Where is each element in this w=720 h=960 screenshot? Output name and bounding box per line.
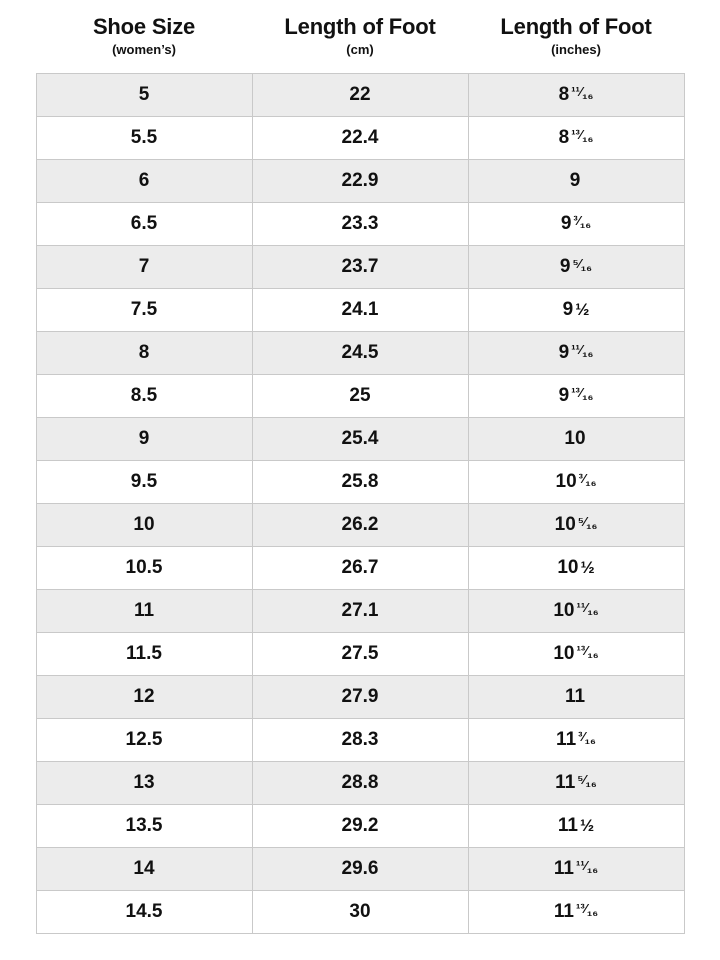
column-header-length-cm-subtitle: (cm) [346,42,374,58]
inches-whole: 9 [558,342,570,364]
cell-shoe-size: 6 [36,160,252,203]
column-header-length-cm-title: Length of Foot [284,14,436,39]
inches-whole: 11 [553,901,574,923]
cell-length-cm: 25 [252,375,468,418]
cell-length-cm: 22 [252,74,468,117]
table-row [36,633,684,676]
cell-length-cm: 30 [252,891,468,934]
inches-whole: 11 [564,686,586,708]
cell-length-cm: 29.2 [252,805,468,848]
cell-length-cm: 29.6 [252,848,468,891]
inches-fraction: ¹³⁄₁₆ [575,901,599,919]
inches-whole: 9 [559,256,571,278]
table-row [36,332,684,375]
inches-fraction: ³⁄₁₆ [578,729,596,747]
table-row [36,719,684,762]
column-header-length-inches-subtitle: (inches) [551,42,601,58]
cell-length-inches [468,375,684,418]
cell-shoe-size: 6.5 [36,203,252,246]
inches-fraction: ¹¹⁄₁₆ [576,600,599,618]
table-body [36,74,684,934]
column-header-length-cm [252,0,468,74]
cell-shoe-size: 9.5 [36,461,252,504]
table-row [36,848,684,891]
table-row [36,547,684,590]
inches-fraction: ⁵⁄₁₆ [577,514,598,532]
column-header-length-inches [468,0,684,74]
cell-length-cm: 26.2 [252,504,468,547]
cell-length-cm: 28.8 [252,762,468,805]
inches-fraction: ¹³⁄₁₆ [571,127,594,145]
cell-shoe-size: 11.5 [36,633,252,676]
cell-length-inches [468,676,684,719]
cell-shoe-size: 10.5 [36,547,252,590]
table-row [36,762,684,805]
cell-shoe-size: 14.5 [36,891,252,934]
table-row [36,160,684,203]
cell-shoe-size: 5 [36,74,252,117]
cell-length-inches [468,719,684,762]
inches-whole: 11 [553,858,574,880]
cell-length-inches [468,633,684,676]
cell-length-cm: 25.4 [252,418,468,461]
cell-length-cm: 24.1 [252,289,468,332]
table-row [36,246,684,289]
column-header-shoe-size-subtitle: (women’s) [112,42,176,58]
cell-length-inches [468,461,684,504]
cell-shoe-size: 7 [36,246,252,289]
cell-length-inches [468,848,684,891]
cell-length-cm: 22.4 [252,117,468,160]
table-row [36,203,684,246]
cell-length-cm: 24.5 [252,332,468,375]
inches-whole: 11 [556,729,577,751]
inches-whole: 9 [569,170,581,192]
cell-length-inches [468,762,684,805]
cell-shoe-size: 9 [36,418,252,461]
table-row [36,461,684,504]
inches-whole: 9 [558,385,570,407]
inches-whole: 8 [558,84,570,106]
inches-fraction: ¹³⁄₁₆ [571,385,594,403]
cell-length-cm: 25.8 [252,461,468,504]
inches-whole: 10 [554,514,576,536]
inches-fraction: ³⁄₁₆ [573,213,592,231]
table-row [36,891,684,934]
inches-whole: 11 [557,815,578,837]
table-header [36,0,684,74]
cell-length-inches [468,547,684,590]
cell-length-inches [468,805,684,848]
inches-fraction: ¹¹⁄₁₆ [571,342,594,360]
shoe-size-table [36,0,685,934]
column-header-length-inches-title: Length of Foot [500,14,652,39]
cell-length-inches [468,590,684,633]
table-row [36,805,684,848]
inches-whole: 10 [557,557,579,579]
inches-fraction: ⁵⁄₁₆ [577,772,597,790]
cell-length-inches [468,246,684,289]
table-row [36,289,684,332]
cell-length-inches [468,418,684,461]
cell-shoe-size: 14 [36,848,252,891]
cell-length-cm: 27.9 [252,676,468,719]
cell-length-inches [468,504,684,547]
inches-fraction: ½ [579,816,595,836]
cell-length-cm: 26.7 [252,547,468,590]
cell-shoe-size: 7.5 [36,289,252,332]
inches-whole: 10 [553,600,575,622]
table-row [36,590,684,633]
cell-length-inches [468,203,684,246]
cell-length-inches [468,289,684,332]
inches-fraction: ¹¹⁄₁₆ [575,858,599,876]
inches-whole: 8 [558,127,570,149]
column-header-shoe-size [36,0,252,74]
cell-shoe-size: 11 [36,590,252,633]
cell-length-cm: 23.7 [252,246,468,289]
inches-fraction: ¹¹⁄₁₆ [571,84,594,102]
inches-whole: 11 [555,772,576,794]
inches-whole: 10 [555,471,577,493]
inches-fraction: ³⁄₁₆ [578,471,597,489]
inches-fraction: ⁵⁄₁₆ [572,256,593,274]
cell-length-cm: 27.1 [252,590,468,633]
cell-length-inches [468,117,684,160]
cell-shoe-size: 8.5 [36,375,252,418]
inches-whole: 10 [564,428,586,450]
cell-shoe-size: 10 [36,504,252,547]
cell-length-inches [468,891,684,934]
cell-length-inches [468,74,684,117]
inches-fraction: ¹³⁄₁₆ [576,643,599,661]
cell-length-cm: 23.3 [252,203,468,246]
table-row [36,375,684,418]
inches-fraction: ½ [575,300,590,320]
table-row [36,418,684,461]
table-row [36,117,684,160]
cell-length-cm: 28.3 [252,719,468,762]
cell-shoe-size: 13 [36,762,252,805]
cell-shoe-size: 5.5 [36,117,252,160]
cell-shoe-size: 8 [36,332,252,375]
cell-length-cm: 22.9 [252,160,468,203]
inches-whole: 10 [553,643,575,665]
inches-whole: 9 [560,213,572,235]
cell-length-cm: 27.5 [252,633,468,676]
table-row [36,676,684,719]
inches-fraction: ½ [580,558,595,578]
header-row [36,0,684,74]
cell-length-inches [468,332,684,375]
inches-whole: 9 [562,299,574,321]
table-row [36,504,684,547]
column-header-shoe-size-title: Shoe Size [92,14,196,39]
cell-shoe-size: 13.5 [36,805,252,848]
cell-length-inches [468,160,684,203]
cell-shoe-size: 12.5 [36,719,252,762]
table-row [36,74,684,117]
cell-shoe-size: 12 [36,676,252,719]
